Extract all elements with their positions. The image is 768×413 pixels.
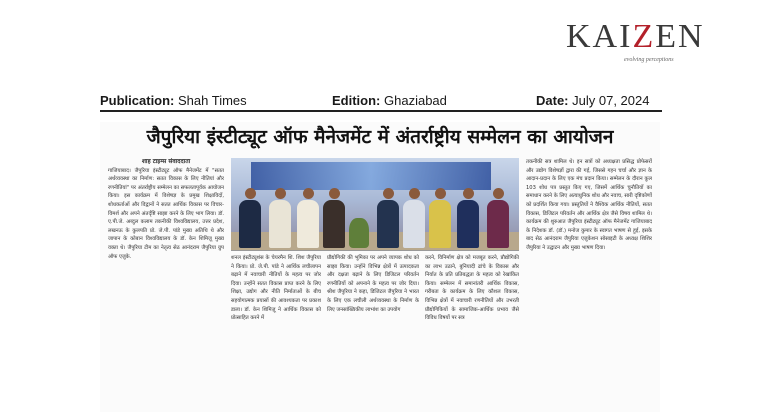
photo-person	[429, 188, 451, 248]
article-column-2	[231, 254, 321, 410]
article-headline: जैपुरिया इंस्टीट्यूट ऑफ मैनेजमेंट में अंतर्राष्ट्रीय सम्मेलन का आयोजन	[146, 126, 614, 148]
edition-field	[332, 92, 447, 110]
newspaper-clipping	[100, 122, 660, 412]
edition-value: Ghaziabad	[384, 93, 447, 108]
article-column-4-text: करने, विनिर्माण क्षेत्र को मजबूत करने, प्रौद्योगिकी का लाभ उठाने, बुनियादी ढांचे के विकास और निर्यात के प्रति प्रतिबद्धता के महत्व को रेखांकित किया। सम्मेलन में समानांतरी आर्थिक विकास, गरीबता के कार्यक्रम के लिए कौशल विकास, विभिन्न क्षेत्रों में नवाचारी रणनीतियों और उभरती प्रौद्योगिकियों के सामाजिक-आर्थिक प्रभाव जैसे विविध विषयों पर सत्र	[425, 255, 519, 322]
date-field	[536, 92, 649, 110]
event-photo	[231, 158, 519, 250]
article-column-3	[327, 254, 419, 410]
article-column-5-text: तकनीकी सत्र शामिल थे। इन सत्रों को अध्यक्षता प्रसिद्ध प्रोफेसरों और उद्योग विशेषज्ञों द्वारा की गई, जिससे गहन चर्चा और ज्ञान के आदान-प्रदान के लिए एक मंच प्रदान किया। सम्मेलन के दौरान कुल 103 शोध पत्र प्रस्तुत किए गए, जिसमें आर्थिक चुनौतियों का समाधान करने के लिए अत्याधुनिक शोध और नवाच, सारी दृष्टिकोणों को प्रदर्शित किया गया। प्रस्तुतियों ने वैश्विक आर्थिक नीतियों, सतत विकास, डिजिटल परिवर्तन और आर्थिक क्षेत्र जैसे विषय शामिल थे। कार्यक्रम की शुरुआत जैपुरिया इंस्टीट्यूट ऑफ मैनेजमेंट गाजियाबाद के निदेशक डॉ. (डॉ.) मनोज कुमार के स्वागत भाषण से हुई, इसके बाद सेठ आनंदराम जैपुरिया एजुकेशन सोसाइटी के अध्यक्ष शिशिर जैपुरिया ने उद्घाटन और मुख्य भाषण दिया।	[526, 159, 652, 251]
article-column-5	[526, 158, 652, 410]
publication-divider	[100, 110, 662, 112]
photo-stage-banner	[251, 162, 491, 190]
photo-person	[297, 188, 319, 248]
date-label: Date:	[536, 93, 569, 108]
kaizen-logo	[566, 12, 716, 68]
photo-person	[323, 188, 345, 248]
publication-label: Publication:	[100, 93, 175, 108]
logo-wordmark: KAIZEN	[566, 18, 705, 55]
edition-label: Edition:	[332, 93, 381, 108]
publication-bar	[100, 92, 662, 112]
article-column-3-text: प्रौद्योगिकी की भूमिका पर अपने व्यापक शोध को साझा किया। उन्होंने विभिन्न क्षेत्रों में उत्पादकता और दक्षता बढ़ाने के लिए डिजिटल परिवर्तन रणनीतियों को अपनाने के महत्व पर जोर दिया। श्रीश जैपुरिया ने कहा, डिजिटल जैपुरिया ने भारत के लिए एक लचीली अर्थव्यवस्था के निर्माण के लिए जनसांख्यिकीय लाभांश का उपयोग	[327, 255, 419, 313]
photo-person	[239, 188, 261, 248]
publication-field	[100, 92, 247, 110]
photo-person	[457, 188, 479, 248]
photo-divider	[231, 250, 519, 251]
photo-person	[269, 188, 291, 248]
logo-tagline: evolving perceptions	[624, 57, 674, 63]
date-value: July 07, 2024	[572, 93, 650, 108]
photo-plant	[349, 218, 369, 248]
photo-person	[487, 188, 509, 248]
article-column-1-text: गाजियाबाद। जैपुरिया इंस्टीट्यूट ऑफ मैनेजमेंट में "सतत अर्थव्यवस्था का निर्माण: सतत विकास के लिए नीतियां और रणनीतियां" पर अंतर्राष्ट्रीय सम्मेलन का सफलतापूर्वक आयोजन किया। इस कार्यक्रम में विशेषज्ञ के प्रमुख शिक्षाविदों, शोधकर्ताओं और विद्वानों ने सतत आर्थिक विकास पर विचार-विमर्श और अपने अंतर्दृष्टि साझा करने के लिए भाग लिया। डॉ. ए.पी.जे. अब्दुल कलाम तकनीकी विश्वविद्यालय, उत्तर प्रदेश, लखनऊ के कुलपति प्रो. जे.पी. पांडे मुख्य अतिथि थे और जापान के कोबान विश्वविद्यालय के डॉ. केन शिमिज़ू मुख्य वक्ता थे। जैपुरिया टीम का नेतृत्व सेठ आनंदराम जैपुरिया ग्रुप ऑफ एजुके.	[108, 167, 224, 260]
article-column-1	[108, 158, 224, 410]
article-column-4	[425, 254, 519, 410]
publication-value: Shah Times	[178, 93, 247, 108]
photo-person	[377, 188, 399, 248]
article-byline: शाह टाइम्स संवाददाता	[141, 158, 191, 165]
article-column-2-text: शनल इंस्टीट्यूशंस के चेयरमैन शि. शिश जैपुरिया ने किया। प्रो. जे.पी. पांडे ने आर्थिक लचीलापन बढ़ाने में नवाचारी नीतियों के महत्व पर जोर दिया। उन्होंने सतत विकास प्राप्त करने के लिए शिक्षा, उद्योग और नीति निर्माताओं के बीच सहयोगात्मक प्रयासों की आवश्यकता पर प्रकाश डाला। डॉ. केन शिमिज़ू ने आर्थिक विकास को प्रोत्साहित करने में	[231, 255, 321, 322]
photo-person	[403, 188, 425, 248]
